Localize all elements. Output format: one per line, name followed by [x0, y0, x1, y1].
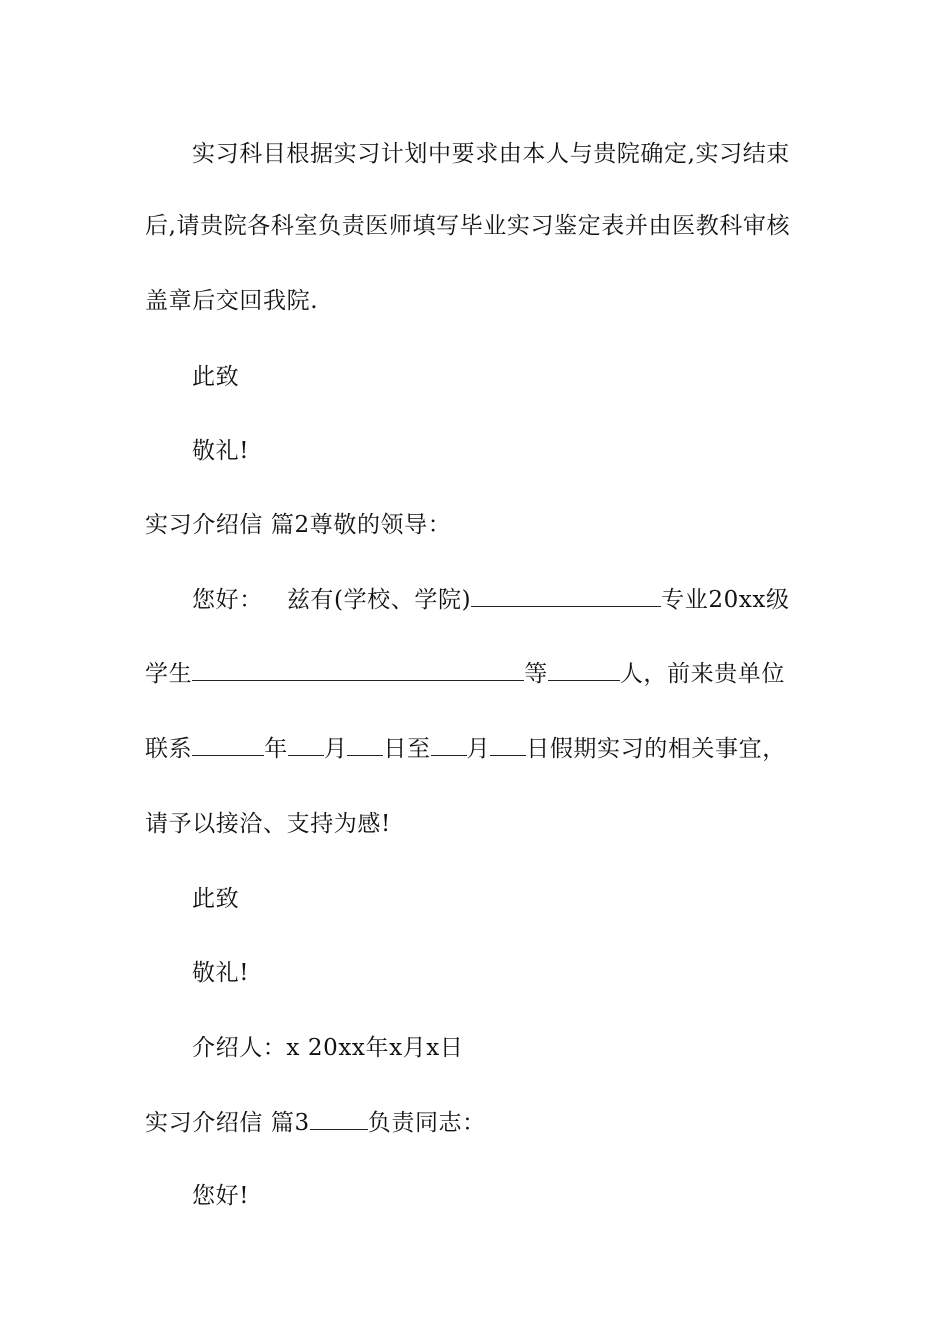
- greeting: 您好：: [192, 587, 263, 613]
- heading-text: 负责同志：: [367, 1110, 486, 1136]
- letter-text: 月: [323, 736, 348, 762]
- closing-ci-zhi: 此致: [192, 886, 240, 912]
- paragraph-line: 盖章后交回我院.: [145, 288, 319, 314]
- letter-text: 月: [466, 736, 491, 762]
- letter-text: 专业20xx级: [661, 587, 790, 613]
- paragraph-line: 实习科目根据实习计划中要求由本人与贵院确定,实习结束: [192, 141, 790, 167]
- introducer-line: 介绍人：x 20xx年x月x日: [192, 1035, 464, 1061]
- letter-text: 兹有(学校、学院): [286, 587, 472, 613]
- blank-field: [310, 1109, 368, 1130]
- section-heading: [145, 1108, 810, 1138]
- closing-ci-zhi: 此致: [192, 364, 240, 390]
- blank-field: [490, 735, 526, 756]
- letter-text: 联系: [145, 736, 193, 762]
- greeting: 您好!: [192, 1183, 250, 1209]
- closing-jing-li: 敬礼!: [192, 960, 250, 986]
- blank-field: [192, 660, 524, 681]
- letter-text: 等: [524, 661, 548, 687]
- letter-line: 请予以接洽、支持为感!: [145, 811, 391, 837]
- letter-text: 人，前来贵单位: [619, 661, 786, 687]
- letter-line: [145, 734, 810, 764]
- blank-field: [431, 735, 467, 756]
- paragraph-line: 后,请贵院各科室负责医师填写毕业实习鉴定表并由医教科审核: [145, 213, 791, 239]
- blank-field: [288, 735, 324, 756]
- letter-text: 日假期实习的相关事宜，: [526, 736, 786, 762]
- blank-field: [471, 586, 661, 607]
- heading-text: 实习介绍信 篇3: [145, 1110, 310, 1136]
- letter-text: 学生: [145, 661, 193, 687]
- blank-field: [548, 660, 620, 681]
- blank-field: [192, 735, 264, 756]
- closing-jing-li: 敬礼!: [192, 438, 250, 464]
- letter-line: [192, 585, 857, 615]
- letter-line: [145, 659, 810, 689]
- letter-text: 年: [264, 736, 288, 762]
- blank-field: [347, 735, 383, 756]
- letter-text: 日至: [383, 736, 431, 762]
- section-heading: 实习介绍信 篇2尊敬的领导：: [145, 512, 452, 538]
